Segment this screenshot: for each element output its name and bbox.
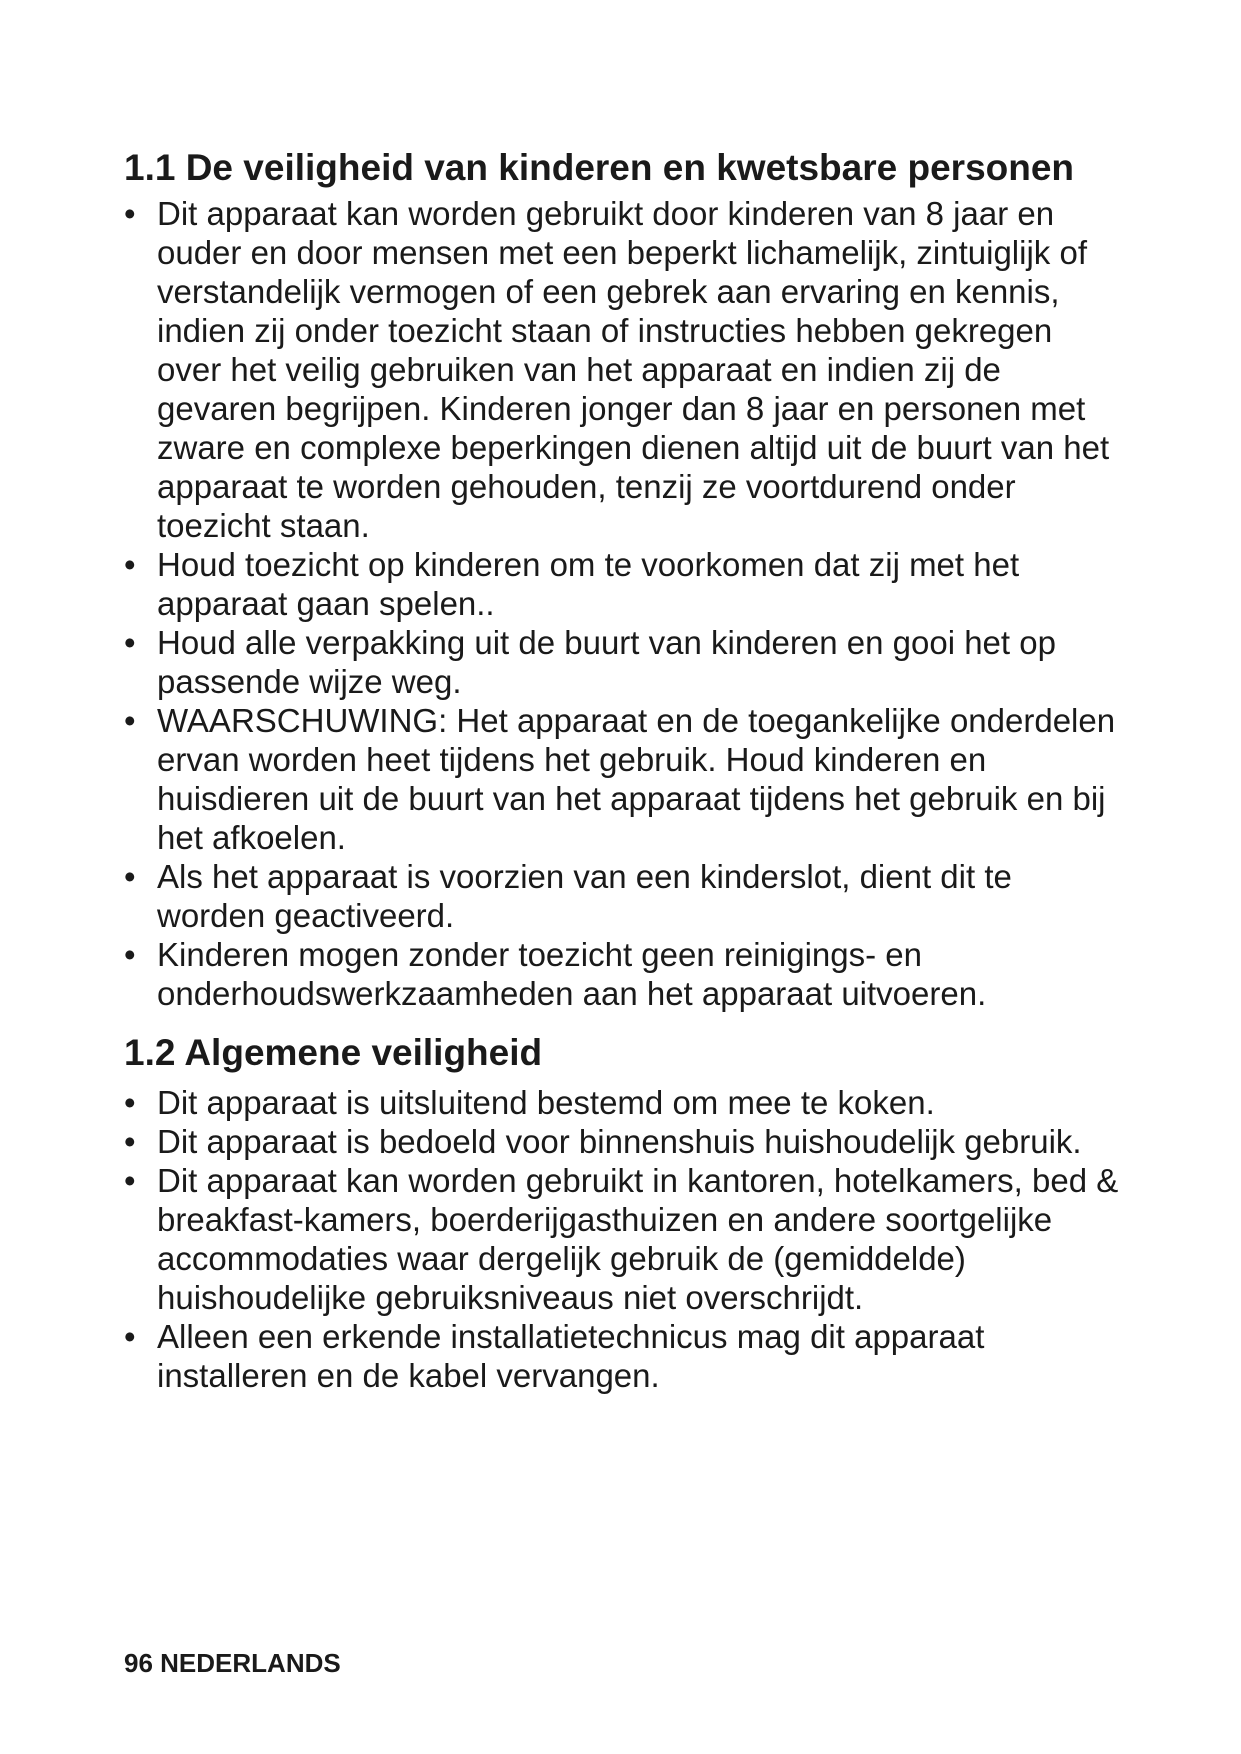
list-item [124, 545, 1124, 623]
bullet-icon: • [124, 1162, 136, 1199]
list-item-text: Dit apparaat is uitsluitend bestemd om mee te koken. [157, 1084, 935, 1121]
bullet-icon: • [124, 624, 136, 661]
section-1-list [124, 194, 1124, 1013]
bullet-icon: • [124, 1123, 136, 1160]
list-item [124, 623, 1124, 701]
bullet-icon: • [124, 195, 136, 232]
list-item [124, 1161, 1124, 1317]
section-1-heading: 1.1 De veiligheid van kinderen en kwetsbare personen [124, 147, 1075, 188]
section-2-heading: 1.2 Algemene veiligheid [124, 1032, 543, 1073]
list-item [124, 1083, 1124, 1122]
list-item-text: WAARSCHUWING: Het apparaat en de toegankelijke onderdelen ervan worden heet tijdens het gebruik. Houd kinderen en huisdieren uit de buurt van het apparaat tijdens het gebruik en bij het afkoelen. [157, 702, 1116, 856]
list-item-text: Kinderen mogen zonder toezicht geen reinigings- en onderhoudswerkzaamheden aan het apparaat uitvoeren. [157, 936, 987, 1012]
section-2-list [124, 1083, 1124, 1395]
list-item [124, 701, 1124, 857]
bullet-icon: • [124, 1318, 136, 1355]
list-item-text: Alleen een erkende installatietechnicus mag dit apparaat installeren en de kabel vervangen. [157, 1318, 985, 1394]
list-item [124, 1317, 1124, 1395]
page-content [124, 148, 1124, 1395]
list-item [124, 857, 1124, 935]
page-footer: 96 NEDERLANDS [124, 1648, 341, 1678]
bullet-icon: • [124, 858, 136, 895]
list-item [124, 1122, 1124, 1161]
list-item-text: Dit apparaat is bedoeld voor binnenshuis huishoudelijk gebruik. [157, 1123, 1082, 1160]
list-item-text: Dit apparaat kan worden gebruikt in kantoren, hotelkamers, bed & breakfast-kamers, boerderijgasthuizen en andere soortgelijke accommodaties waar dergelijk gebruik de (gemiddelde) huishoudelijke gebruiksniveaus niet overschrijdt. [157, 1162, 1119, 1316]
list-item-text: Houd toezicht op kinderen om te voorkomen dat zij met het apparaat gaan spelen.. [157, 546, 1020, 622]
list-item-text: Als het apparaat is voorzien van een kinderslot, dient dit te worden geactiveerd. [157, 858, 1012, 934]
list-item [124, 194, 1124, 545]
bullet-icon: • [124, 546, 136, 583]
list-item-text: Houd alle verpakking uit de buurt van kinderen en gooi het op passende wijze weg. [157, 624, 1056, 700]
bullet-icon: • [124, 936, 136, 973]
list-item [124, 935, 1124, 1013]
list-item-text: Dit apparaat kan worden gebruikt door kinderen van 8 jaar en ouder en door mensen met een beperkt lichamelijk, zintuiglijk of verstandelijk vermogen of een gebrek aan ervaring en kennis, indien zij onder toezicht staan of instructies hebben gekregen over het veilig gebruiken van het apparaat en indien zij de gevaren begrijpen. Kinderen jonger dan 8 jaar en personen met zware en complexe beperkingen dienen altijd uit de buurt van het apparaat te worden gehouden, tenzij ze voortdurend onder toezicht staan. [157, 195, 1110, 544]
bullet-icon: • [124, 702, 136, 739]
bullet-icon: • [124, 1084, 136, 1121]
